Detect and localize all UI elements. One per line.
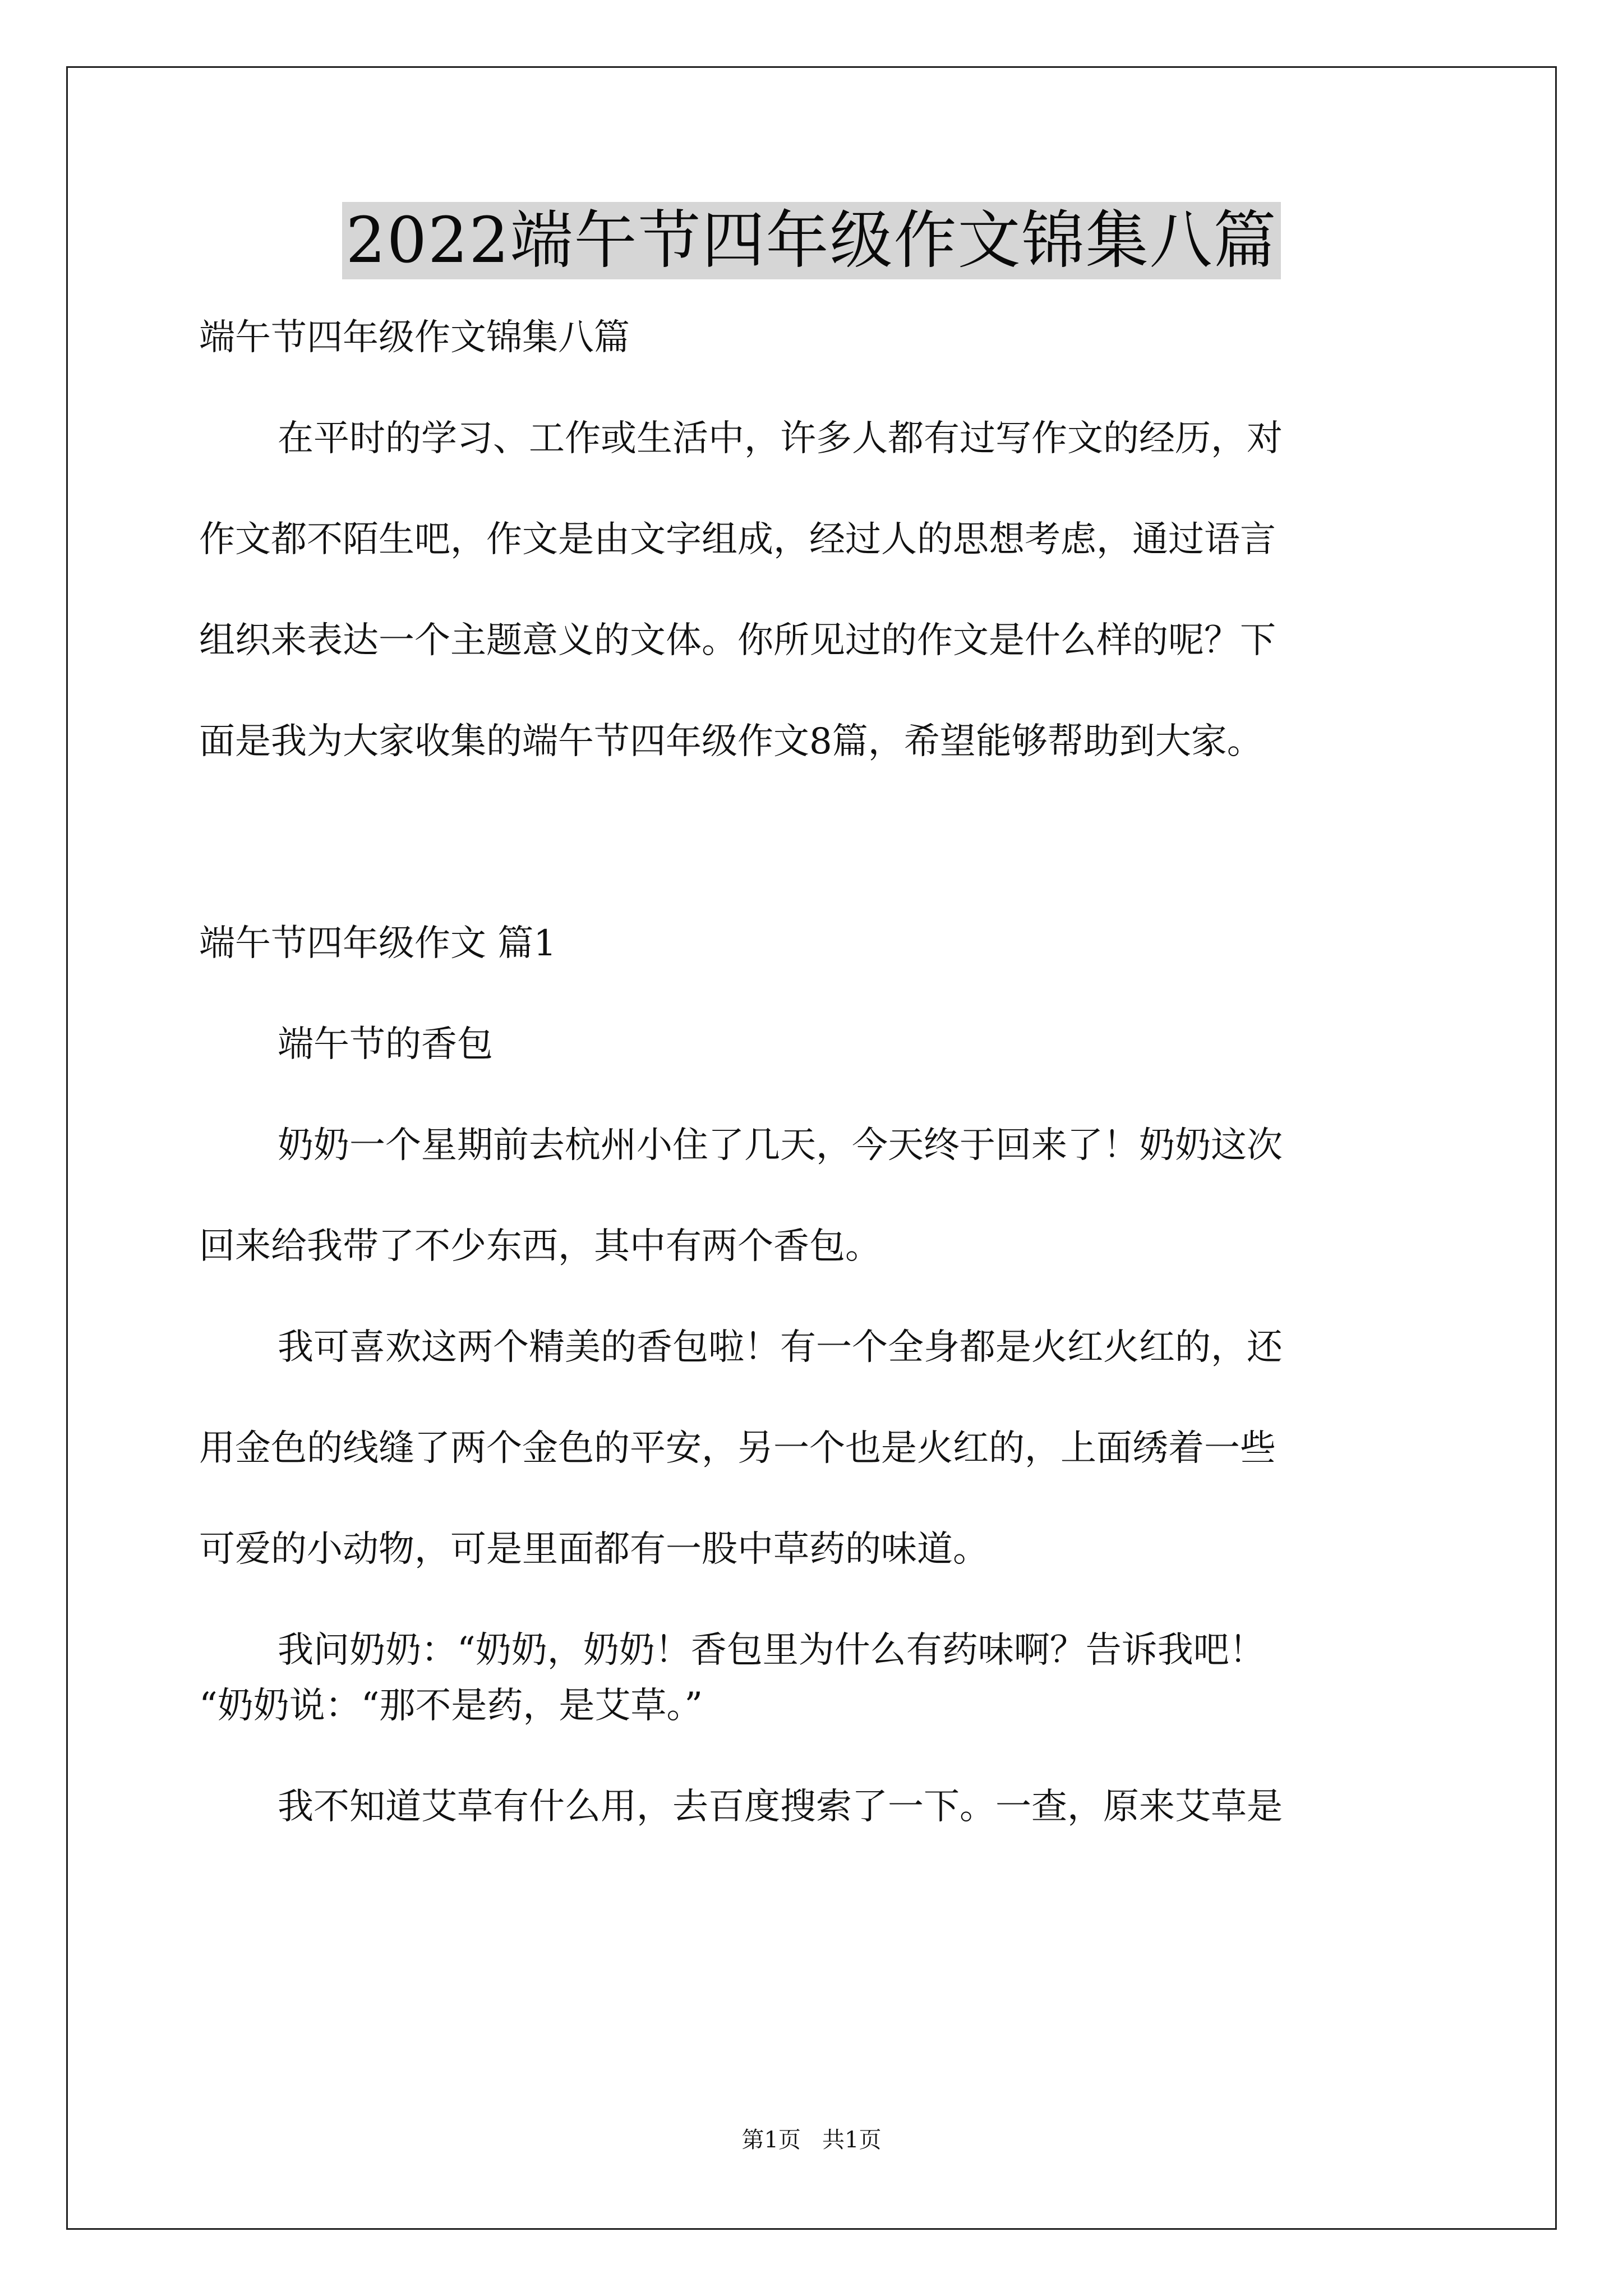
text-line: 我问奶奶：“奶奶，奶奶！香包里为什么有药味啊？告诉我吧！ bbox=[278, 1630, 1265, 1671]
text-line: 我可喜欢这两个精美的香包啦！有一个全身都是火红火红的，还 bbox=[278, 1327, 1283, 1368]
text-line: “奶奶说：“那不是药，是艾草。” bbox=[199, 1685, 703, 1727]
text-line: 在平时的学习、工作或生活中，许多人都有过写作文的经历，对 bbox=[278, 418, 1283, 459]
text-line: 端午节四年级作文锦集八篇 bbox=[199, 317, 630, 358]
text-line: 用金色的线缝了两个金色的平安，另一个也是火红的，上面绣着一些 bbox=[199, 1428, 1276, 1469]
document-title: 2022端午节四年级作文锦集八篇 bbox=[342, 202, 1280, 279]
page-footer: 第1页 共1页 bbox=[741, 2127, 882, 2153]
text-line: 作文都不陌生吧，作文是由文字组成，经过人的思想考虑，通过语言 bbox=[199, 519, 1276, 560]
text-line: 端午节四年级作文 篇1 bbox=[199, 923, 557, 964]
text-line: 端午节的香包 bbox=[278, 1024, 493, 1065]
text-line: 面是我为大家收集的端午节四年级作文8篇，希望能够帮助到大家。 bbox=[199, 721, 1263, 762]
text-line: 可爱的小动物，可是里面都有一股中草药的味道。 bbox=[199, 1529, 989, 1570]
text-line: 组织来表达一个主题意义的文体。你所见过的作文是什么样的呢？下 bbox=[199, 620, 1276, 661]
document-body bbox=[199, 314, 1433, 1830]
text-line: 我不知道艾草有什么用，去百度搜索了一下。一查，原来艾草是 bbox=[278, 1786, 1283, 1828]
text-line: 回来给我带了不少东西，其中有两个香包。 bbox=[199, 1226, 881, 1267]
title-container bbox=[0, 202, 1623, 279]
text-line: 奶奶一个星期前去杭州小住了几天，今天终于回来了！奶奶这次 bbox=[278, 1125, 1283, 1166]
